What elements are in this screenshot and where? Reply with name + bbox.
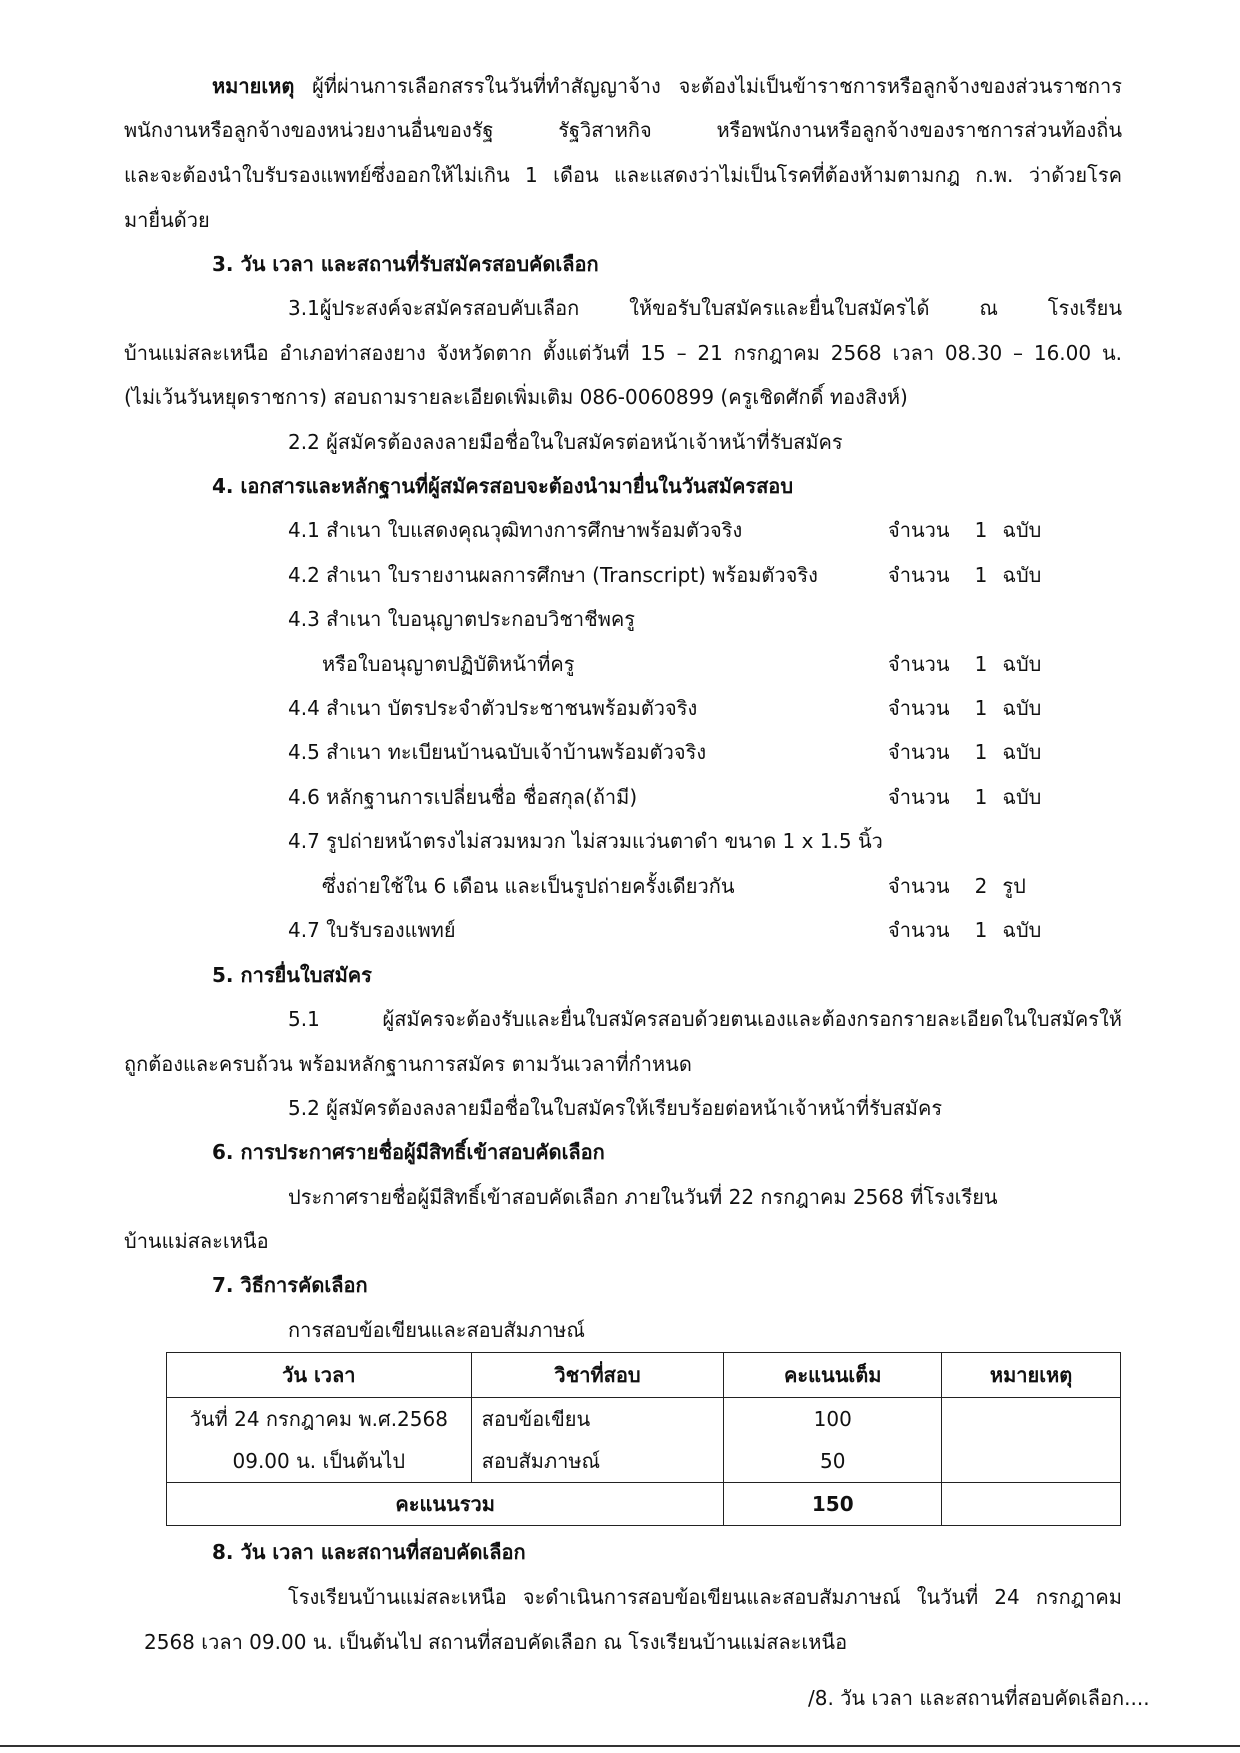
- requirement-item: 4.4 สำเนา บัตรประจำตัวประชาชนพร้อมตัวจริง: [288, 696, 698, 720]
- section8-line2: 2568 เวลา 09.00 น. เป็นต้นไป สถานที่สอบคัดเลือก ณ โรงเรียนบ้านแม่สละเหนือ: [144, 1630, 848, 1654]
- section8-line1: โรงเรียนบ้านแม่สละเหนือ จะดำเนินการสอบข้อเขียนและสอบสัมภาษณ์ ในวันที่ 24 กรกฎาคม: [288, 1585, 1122, 1609]
- exam-subject: สอบสัมภาษณ์: [471, 1440, 724, 1483]
- requirement-item-continued: ซึ่งถ่ายใช้ใน 6 เดือน และเป็นรูปถ่ายครั้งเดียวกัน: [322, 874, 735, 898]
- exam-date: วันที่ 24 กรกฎาคม พ.ศ.2568: [167, 1398, 472, 1441]
- section3-p2: 2.2 ผู้สมัครต้องลงลายมือชื่อในใบสมัครต่อหน้าเจ้าหน้าที่รับสมัคร: [288, 430, 843, 454]
- exam-subject: สอบข้อเขียน: [471, 1398, 724, 1441]
- requirement-item: 4.1 สำเนา ใบแสดงคุณวุฒิทางการศึกษาพร้อมตัวจริง: [288, 518, 743, 542]
- requirement-quantity: จำนวน 1 ฉบับ: [888, 696, 1042, 720]
- exam-remark: [942, 1398, 1121, 1441]
- requirement-quantity: จำนวน 1 ฉบับ: [888, 563, 1042, 587]
- requirement-quantity: จำนวน 1 ฉบับ: [888, 918, 1042, 942]
- exam-score: 50: [724, 1440, 942, 1483]
- note-line-3: และจะต้องนำใบรับรองแพทย์ซึ่งออกให้ไม่เกิน 1 เดือน และแสดงว่าไม่เป็นโรคที่ต้องห้ามตามกฎ ก.พ. ว่าด้วยโรค: [124, 163, 1122, 187]
- section5-heading: 5. การยื่นใบสมัคร: [212, 963, 372, 987]
- table-header: คะแนนเต็ม: [724, 1353, 942, 1398]
- table-header: วิชาที่สอบ: [471, 1353, 724, 1398]
- requirement-item: 4.7 รูปถ่ายหน้าตรงไม่สวมหมวก ไม่สวมแว่นตาดำ ขนาด 1 x 1.5 นิ้ว: [288, 829, 883, 853]
- section5-p2: 5.2 ผู้สมัครต้องลงลายมือชื่อในใบสมัครให้เรียบร้อยต่อหน้าเจ้าหน้าที่รับสมัคร: [288, 1096, 943, 1120]
- section6-heading: 6. การประกาศรายชื่อผู้มีสิทธิ์เข้าสอบคัดเลือก: [212, 1140, 605, 1164]
- requirement-quantity: จำนวน 1 ฉบับ: [888, 518, 1042, 542]
- requirement-quantity: จำนวน 1 ฉบับ: [888, 785, 1042, 809]
- total-label: คะแนนรวม: [167, 1483, 724, 1526]
- page-edge-rule: [0, 1745, 1240, 1747]
- table-row: [167, 1398, 1121, 1441]
- table-total-row: [167, 1483, 1121, 1526]
- requirement-item-continued: หรือใบอนุญาตปฏิบัติหน้าที่ครู: [322, 652, 575, 676]
- section3-p1-line1: 3.1ผู้ประสงค์จะสมัครสอบคับเลือก ให้ขอรับใบสมัครและยื่นใบสมัครได้ ณ โรงเรียน: [288, 296, 1122, 320]
- section3-p1-line2: บ้านแม่สละเหนือ อำเภอท่าสองยาง จังหวัดตาก ตั้งแต่วันที่ 15 – 21 กรกฎาคม 2568 เวลา 08.30 – 16.00 น.: [124, 341, 1122, 365]
- section6-line1: ประกาศรายชื่อผู้มีสิทธิ์เข้าสอบคัดเลือก ภายในวันที่ 22 กรกฎาคม 2568 ที่โรงเรียน: [288, 1185, 998, 1209]
- section4-heading: 4. เอกสารและหลักฐานที่ผู้สมัครสอบจะต้องนำมายื่นในวันสมัครสอบ: [212, 474, 794, 498]
- exam-schedule-table: [166, 1352, 1121, 1526]
- requirement-item: 4.2 สำเนา ใบรายงานผลการศึกษา (Transcript) พร้อมตัวจริง: [288, 563, 818, 587]
- note-line-2: พนักงานหรือลูกจ้างของหน่วยงานอื่นของรัฐ รัฐวิสาหกิจ หรือพนักงานหรือลูกจ้างของราชการส่วนท้องถิ่น: [124, 118, 1122, 142]
- section5-p1-line1: 5.1 ผู้สมัครจะต้องรับและยื่นใบสมัครสอบด้วยตนเองและต้องกรอกรายละเอียดในใบสมัครให้: [288, 1007, 1122, 1031]
- requirement-quantity: จำนวน 1 ฉบับ: [888, 740, 1042, 764]
- total-remark: [942, 1483, 1121, 1526]
- exam-score: 100: [724, 1398, 942, 1441]
- requirement-item: 4.6 หลักฐานการเปลี่ยนชื่อ ชื่อสกุล(ถ้ามี): [288, 785, 638, 809]
- table-header: หมายเหตุ: [942, 1353, 1121, 1398]
- table-header-row: [167, 1353, 1121, 1398]
- requirement-quantity: จำนวน 1 ฉบับ: [888, 652, 1042, 676]
- note-line-4: มายื่นด้วย: [124, 208, 210, 232]
- exam-time: 09.00 น. เป็นต้นไป: [167, 1440, 472, 1483]
- requirement-quantity: จำนวน 2 รูป: [888, 874, 1026, 898]
- requirement-item: 4.7 ใบรับรองแพทย์: [288, 918, 456, 942]
- note-line-1: หมายเหตุ ผู้ที่ผ่านการเลือกสรรในวันที่ทำสัญญาจ้าง จะต้องไม่เป็นข้าราชการหรือลูกจ้างของส่วนราชการ: [212, 74, 1123, 98]
- table-row: [167, 1440, 1121, 1483]
- table-header: วัน เวลา: [167, 1353, 472, 1398]
- section3-p1-line3: (ไม่เว้นวันหยุดราชการ) สอบถามรายละเอียดเพิ่มเติม 086-0060899 (ครูเชิดศักดิ์ ทองสิงห์): [124, 385, 908, 409]
- requirement-item: 4.5 สำเนา ทะเบียนบ้านฉบับเจ้าบ้านพร้อมตัวจริง: [288, 740, 707, 764]
- exam-remark: [942, 1440, 1121, 1483]
- note-label: หมายเหตุ: [212, 74, 295, 98]
- requirement-item: 4.3 สำเนา ใบอนุญาตประกอบวิชาชีพครู: [288, 607, 636, 631]
- section8-heading: 8. วัน เวลา และสถานที่สอบคัดเลือก: [212, 1540, 526, 1564]
- section7-subtitle: การสอบข้อเขียนและสอบสัมภาษณ์: [288, 1318, 585, 1342]
- section6-line2: บ้านแม่สละเหนือ: [124, 1229, 269, 1253]
- section3-heading: 3. วัน เวลา และสถานที่รับสมัครสอบคัดเลือก: [212, 252, 599, 276]
- section7-heading: 7. วิธีการคัดเลือก: [212, 1273, 368, 1297]
- continuation-text: /8. วัน เวลา และสถานที่สอบคัดเลือก....: [808, 1686, 1150, 1710]
- total-score: 150: [724, 1483, 942, 1526]
- section5-p1-line2: ถูกต้องและครบถ้วน พร้อมหลักฐานการสมัคร ตามวันเวลาที่กำหนด: [124, 1052, 692, 1076]
